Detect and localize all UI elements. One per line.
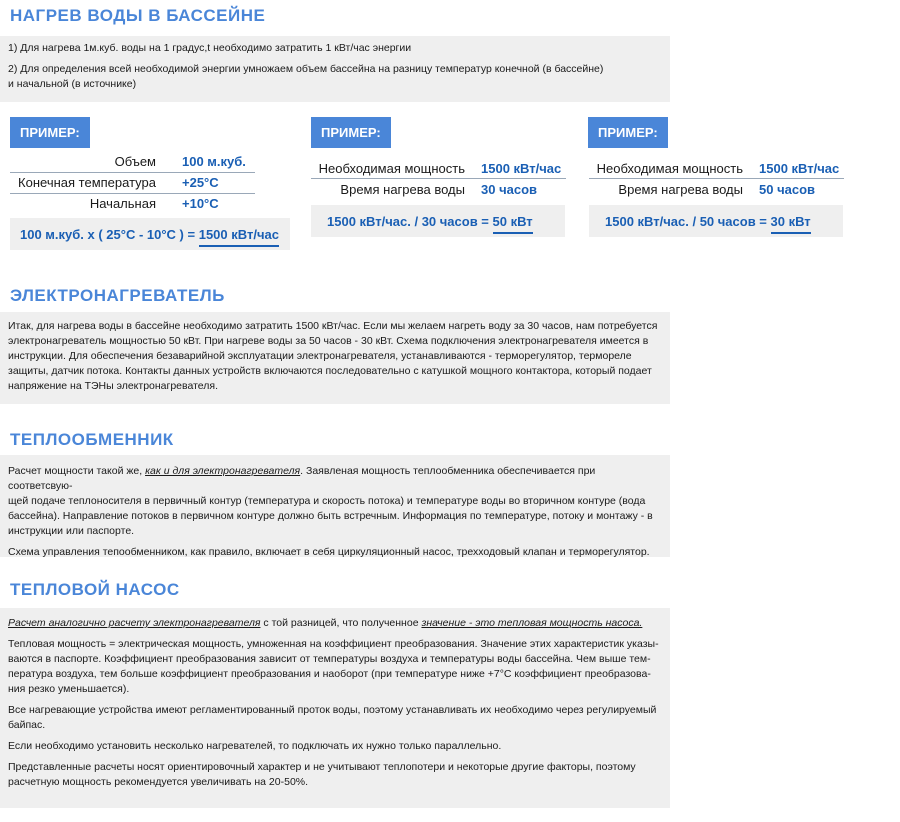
divider [10,172,255,173]
electric-heater-line: напряжение на ТЭНы электронагревателя. [8,380,218,392]
heat-exchanger-line: инструкции или паспорте. [8,525,135,537]
divider [10,193,255,194]
electric-heater-text [0,312,670,404]
heat-pump-emphasis: Расчет аналогично расчету электронагревателя [8,617,261,629]
heat-exchanger-text-part: . Заявленая мощность теплообменника обеспечивается при соответсвую- [8,465,596,492]
section-title-heat-exchanger: ТЕПЛООБМЕННИК [10,430,174,449]
example-1-badge: ПРИМЕР: [10,117,90,148]
section-title-pool-heating: НАГРЕВ ВОДЫ В БАССЕЙНЕ [10,6,266,25]
heat-pump-line: байпас. [8,719,46,731]
example-3-formula-expression: 1500 кВт/час. / 50 часов = [605,214,771,229]
heat-exchanger-text-part: Расчет мощности такой же, [8,465,146,477]
example-2-value-time: 30 часов [481,182,538,197]
rule-2-line1: 2) Для определения всей необходимой энергии умножаем объем бассейна на разницу температур конечной (в бассейне) [8,63,604,75]
example-3-label-power: Необходимая мощность [596,161,743,176]
example-3-formula [589,205,843,237]
example-1-value-final-temp: +25°C [182,175,219,190]
example-1-formula [10,218,290,250]
example-3-label-time: Время нагрева воды [618,182,743,197]
example-3-value-power: 1500 кВт/час [759,161,840,176]
heat-pump-text-part: с той разницей, что полученное [260,617,422,629]
example-1-label-final-temp: Конечная температура [18,175,156,190]
example-1-value-initial-temp: +10°C [182,196,219,211]
section-title-heat-pump: ТЕПЛОВОЙ НАСОС [10,580,180,599]
section-title-electric-heater: ЭЛЕКТРОНАГРЕВАТЕЛЬ [10,286,225,305]
heat-pump-text [0,608,670,808]
example-1-formula-result: 1500 кВт/час [199,227,279,247]
example-2-badge: ПРИМЕР: [311,117,391,148]
example-2-formula [311,205,565,237]
heat-pump-line: Тепловая мощность = электрическая мощность, умноженная на коэффициент преобразования. Значение этих характеристик указы- [8,638,659,650]
rule-1: 1) Для нагрева 1м.куб. воды на 1 градус,t необходимо затратить 1 кВт/час энергии [8,42,412,54]
heat-pump-line: Представленные расчеты носят ориентировочный характер и не учитывают теплопотери и некоторые другие факторы, поэтому [8,761,636,773]
electric-heater-line: инструкции. Для обеспечения безаварийной эксплуатации электронагревателя, устанавливаются - терморегулятор, термореле [8,350,632,362]
example-1-label-initial-temp: Начальная [89,196,156,211]
pool-heating-text [0,36,670,102]
example-2-formula-result: 50 кВт [493,214,533,234]
heat-pump-line: ваются в паспорте. Коэффициент преобразования зависит от температуры воздуха и температуры воды бассейна. Чем выше тем- [8,653,651,665]
example-1-label-volume: Объем [114,154,156,169]
heat-pump-line: Все нагревающие устройства имеют регламентированный проток воды, поэтому устанавливать их необходимо через регулируемый [8,704,657,716]
example-2-value-power: 1500 кВт/час [481,161,562,176]
heat-pump-line: ния резко уменьшается). [8,683,130,695]
example-2-label-time: Время нагрева воды [340,182,465,197]
example-1-value-volume: 100 м.куб. [182,154,246,169]
example-1-formula-expression: 100 м.куб. х ( 25°C - 10°C ) = [20,227,199,242]
heat-pump-line: расчетную мощность рекомендуется увеличивать на 20-50%. [8,776,309,788]
heat-exchanger-control: Схема управления тепообменником, как правило, включает в себя циркуляционный насос, трехходовый клапан и терморегулятор. [8,546,650,558]
divider [589,178,844,179]
example-3-badge: ПРИМЕР: [588,117,668,148]
heat-pump-line-1 [8,616,662,631]
heat-exchanger-line: щей подаче теплоносителя в первичный контур (температура и скорость потока) и температуре воды во вторичном контуре (вода [8,495,646,507]
divider [311,178,566,179]
heat-pump-emphasis: значение - это тепловая мощность насоса. [421,617,643,629]
heat-pump-line: Если необходимо установить несколько нагревателей, то подключать их нужно только параллельно. [8,740,502,752]
heat-pump-line: пература воздуха, тем больше коэффициент преобразования и наоборот (при температуре ниже +7°C коэффициент преобразова- [8,668,651,680]
heat-exchanger-line-1 [8,464,662,494]
electric-heater-line: защиты, датчик потока. Контакты данных устройств включаются последовательно с катушкой мощного контактора, который подает [8,365,652,377]
electric-heater-line: электронагреватель мощностью 50 кВт. При нагреве воды за 50 часов - 30 кВт. Схема подключения электронагревателя имеется в [8,335,649,347]
heat-exchanger-text [0,455,670,557]
heat-exchanger-line: бассейна). Направление потоков в первичном контуре должно быть встречным. Информация по температуре, потоку и монтажу - в [8,510,653,522]
example-3-value-time: 50 часов [759,182,816,197]
example-3-formula-result: 30 кВт [771,214,811,234]
rule-2-line2: и начальной (в источнике) [8,78,137,90]
example-2-formula-expression: 1500 кВт/час. / 30 часов = [327,214,493,229]
heat-exchanger-emphasis: как и для электронагревателя [145,465,301,477]
example-2-label-power: Необходимая мощность [318,161,465,176]
electric-heater-line: Итак, для нагрева воды в бассейне необходимо затратить 1500 кВт/час. Если мы желаем нагреть воду за 30 часов, нам потребуется [8,320,658,332]
